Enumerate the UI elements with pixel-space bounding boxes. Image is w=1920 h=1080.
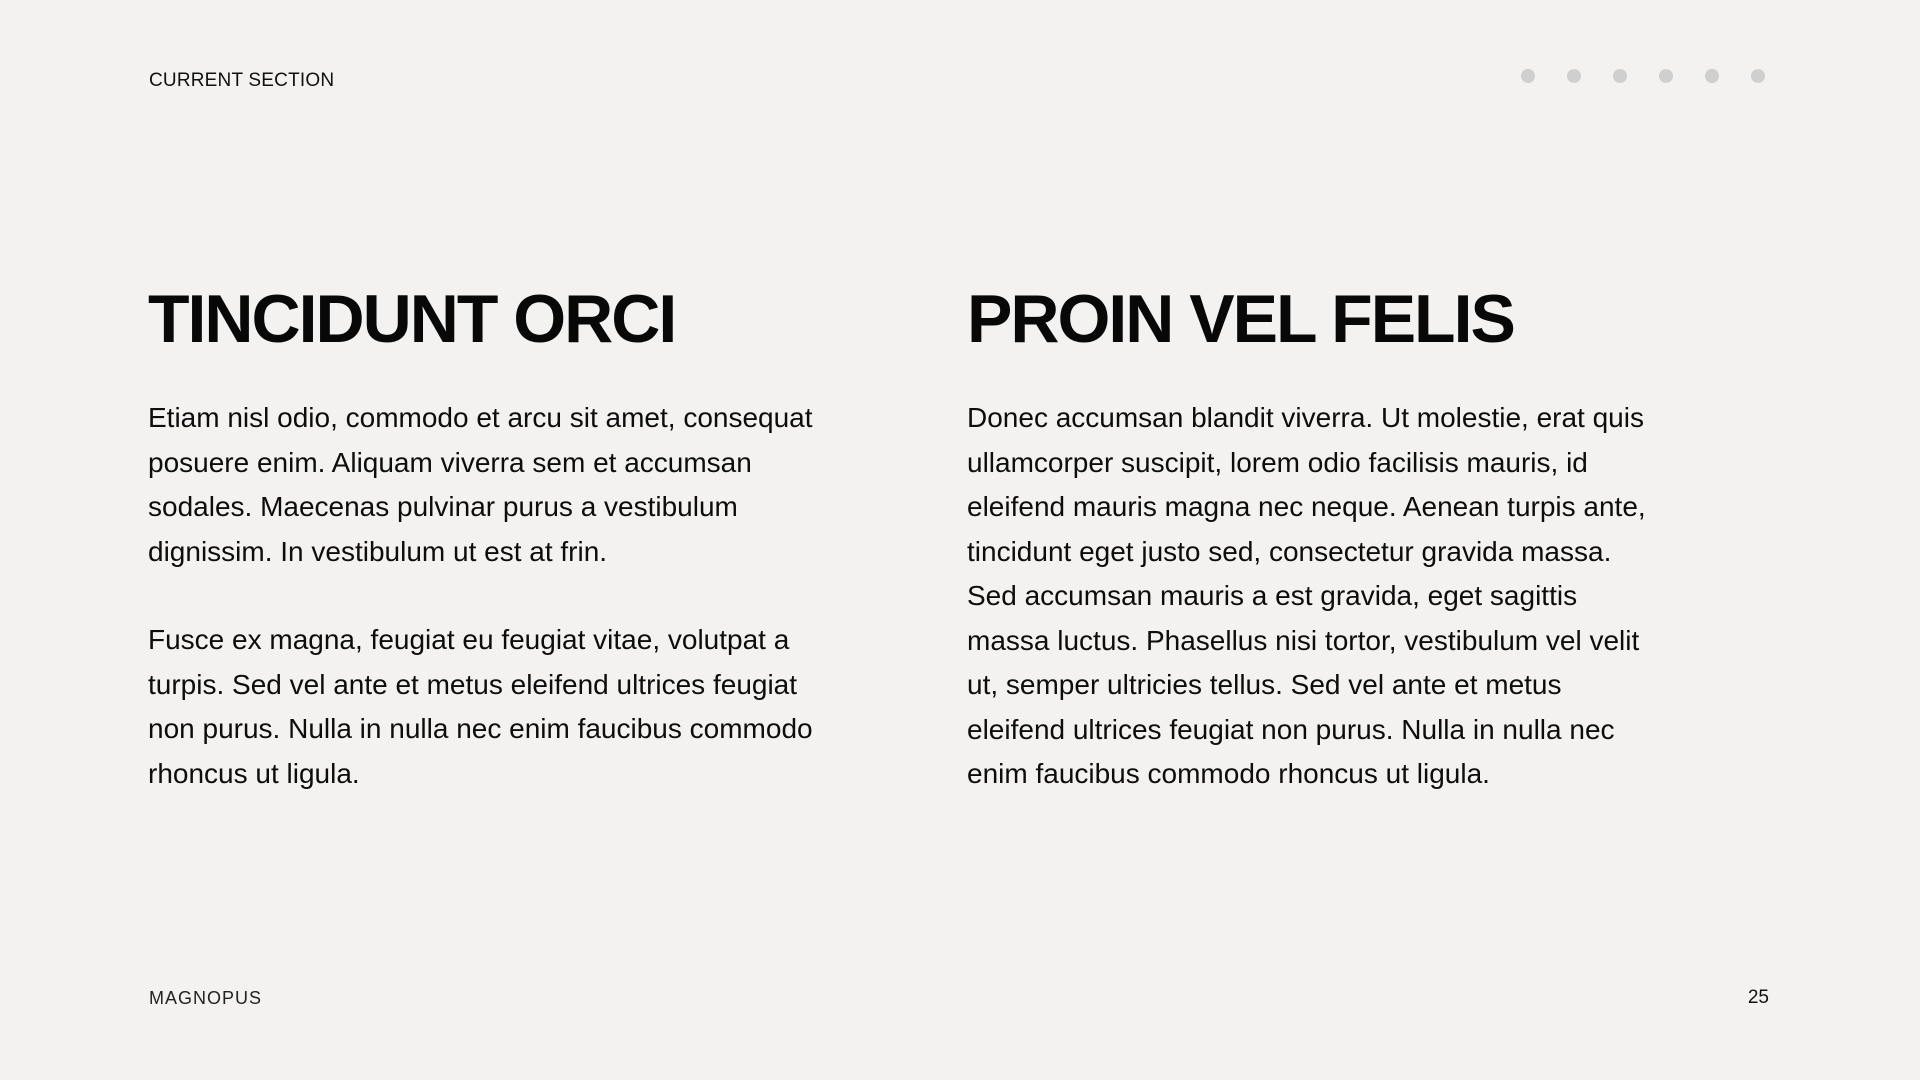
left-paragraph-2: Fusce ex magna, feugiat eu feugiat vitae, volutpat a turpis. Sed vel ante et metus eleifend ultrices feugiat non purus. Nulla in nulla nec enim faucibus commodo rhoncus ut ligula. xyxy=(148,624,813,789)
right-heading: PROIN VEL FELIS xyxy=(967,281,1514,357)
section-label: CURRENT SECTION xyxy=(149,70,335,91)
right-column xyxy=(967,278,1647,797)
nav-dot[interactable] xyxy=(1659,69,1673,83)
nav-dot[interactable] xyxy=(1567,69,1581,83)
left-heading: TINCIDUNT ORCI xyxy=(148,281,676,357)
nav-dot[interactable] xyxy=(1751,69,1765,83)
left-column xyxy=(148,278,828,796)
page-number: 25 xyxy=(1747,987,1769,1008)
right-paragraph-1: Donec accumsan blandit viverra. Ut molestie, erat quis ullamcorper suscipit, lorem odio facilisis mauris, id eleifend mauris magna nec neque. Aenean turpis ante, tincidunt eget justo sed, consectetur gravida massa. Sed accumsan mauris a est gravida, eget sagittis massa luctus. Phasellus nisi tortor, vestibulum vel velit ut, semper ultricies tellus. Sed vel ante et metus eleifend ultrices feugiat non purus. Nulla in nulla nec enim faucibus commodo rhoncus ut ligula. xyxy=(967,402,1646,789)
nav-dot[interactable] xyxy=(1705,69,1719,83)
magnopus-logo: MAGNOPUS xyxy=(149,988,263,1008)
left-paragraph-1: Etiam nisl odio, commodo et arcu sit amet, consequat posuere enim. Aliquam viverra sem et accumsan sodales. Maecenas pulvinar purus a vestibulum dignissim. In vestibulum ut est at frin. xyxy=(148,402,813,567)
nav-dot[interactable] xyxy=(1521,69,1535,83)
nav-dot[interactable] xyxy=(1613,69,1627,83)
slide-nav-dots xyxy=(1521,69,1765,83)
